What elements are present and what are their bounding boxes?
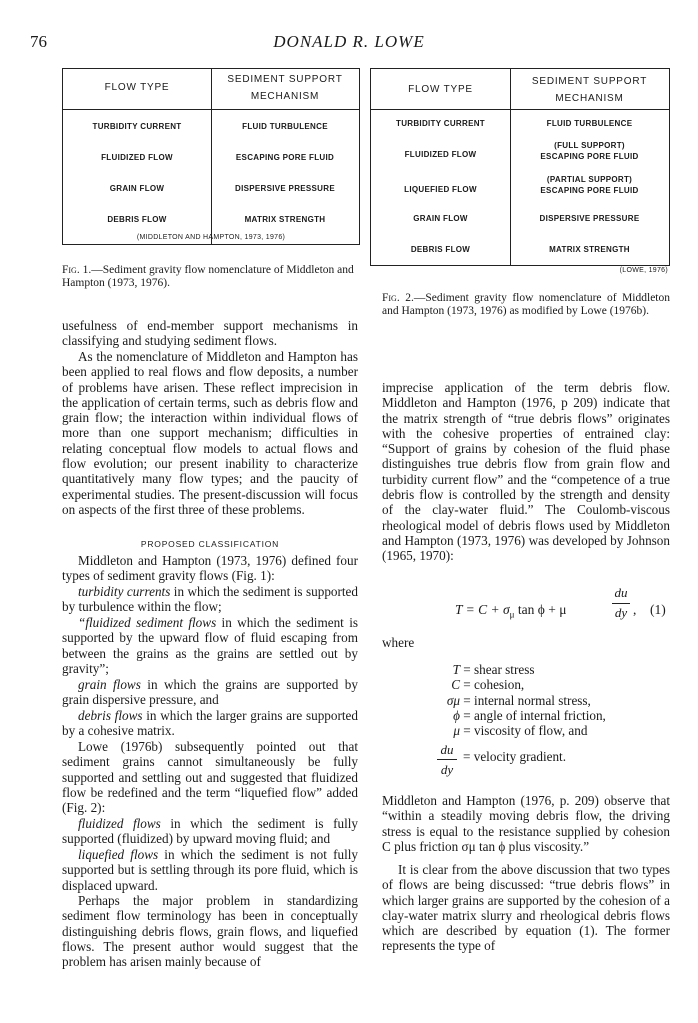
figure-1-table: FLOW TYPE SEDIMENT SUPPORT MECHANISM TURBIDITY CURRENT FLUID TURBULENCE FLUIDIZED FLOW ESCAPING PORE FLUID GRAIN FLOW DISPERSIVE PRESSURE DEBRIS FLOW MATRIX STRENGTH (MIDDLETON AND HAMPTON, 1973, 1976) <box>62 68 360 245</box>
fig1-col-flow-type: FLOW TYPE <box>104 82 170 93</box>
left-paragraph-4: Lowe (1976b) subsequently pointed out that sediment grains cannot simultaneously be fully supported and settling out and suggested that fluidized flow be redefined and the term “liquefied flow” added (Fig. 2): <box>62 739 358 816</box>
right-paragraph-3: It is clear from the above discussion that two types of flows are being discussed: “true debris flows” in which larger grains are supported by the cohesion of a clay-water matrix slurry and rheological debris flows which are described by equation (1). The former represents the type of <box>382 862 670 954</box>
figure-2-caption: Fig. 2.—Sediment gravity flow nomenclature of Middleton and Hampton (1973, 1976) as modified by Lowe (1976b). <box>382 292 670 317</box>
definition-fluidized-sediment: “fluidized sediment flows in which the sediment is supported by the upward flow of fluid escaping from between the grains as the grains are settled out by gravity”; <box>62 615 358 676</box>
definition-grain-flow: grain flows in which the grains are supported by grain dispersive pressure, and <box>62 677 358 708</box>
equation-number: (1) <box>650 602 666 617</box>
definition-liquefied-flow: liquefied flows in which the sediment is not fully supported but is settling through its pore fluid, which is displaced upward. <box>62 847 358 893</box>
page-number: 76 <box>30 32 47 51</box>
fig1-citation: (MIDDLETON AND HAMPTON, 1973, 1976) <box>136 234 286 241</box>
definition-row: T = shear stress <box>452 662 535 677</box>
definition-turbidity: turbidity currents in which the sediment is supported by turbulence within the flow; <box>62 584 359 615</box>
left-paragraph-2: As the nomenclature of Middleton and Hampton has been applied to real flows and flow deposits, a number of problems have arisen. These reflect imprecision in the application of certain terms, such as debris flow and grain flow; the interaction within individual flows of more than one support mechanism; difficulties in relating conceptual flow models to actual flows and flow evolution; our present inability to characterize quantitatively many flow types; and the paucity of experimental studies. The present-discussion will focus on aspects of the first three of these problems. <box>62 349 358 517</box>
definition-debris-flow: debris flows in which the larger grains are supported by a cohesive matrix. <box>62 708 358 739</box>
figure-2-table: FLOW TYPE SEDIMENT SUPPORT MECHANISM TURBIDITY CURRENT FLUID TURBULENCE FLUIDIZED FLOW (FULL SUPPORT) ESCAPING PORE FLUID LIQUEFIED FLOW (PARTIAL SUPPORT) ESCAPING PORE FLUID GRAIN FLOW DISPERSIVE PRESSURE DEBRIS FLOW MATRIX STRENGTH <box>370 68 670 266</box>
fig2-citation: (LOWE, 1976) <box>619 267 668 274</box>
definition-fluidized-flow: fluidized flows in which the sediment is fully supported (fluidized) by upward moving fluid; and <box>62 816 358 847</box>
definition-row: μ = viscosity of flow, and <box>453 723 588 739</box>
left-paragraph-5: Perhaps the major problem in standardizing sediment flow terminology has been in conceptually distinguishing debris flows, grain flows, and liquefied flows. The present author would suggest that the problem has arisen mainly because of <box>62 893 358 970</box>
fig2-col-support: SEDIMENT SUPPORT MECHANISM <box>531 76 648 104</box>
left-paragraph-3: Middleton and Hampton (1973, 1976) defined four types of sediment gravity flows (Fig. 1): <box>62 553 358 584</box>
fig1-col-support: SEDIMENT SUPPORT MECHANISM <box>227 74 343 102</box>
figure-1-caption: Fig. 1.—Sediment gravity flow nomenclature of Middleton and Hampton (1973, 1976). <box>62 264 354 289</box>
left-paragraph-1: usefulness of end-member support mechanisms in classifying and studying sediment flows. <box>62 318 358 349</box>
right-paragraph-1: imprecise application of the term debris flow. Middleton and Hampton (1976, p 209) indicate that the matrix strength of “true debris flows” originates with the cohesive properties of entrained clay: “Support of grains by cohesion of the fluid phase distinguishes true debris flow from grain flow and turbidity current flow” and the “competence of a true debris flow is controlled by the strength and density of the clay-water fluid.” The Coulomb-viscous rheological model of debris flows used by Middleton and Hampton (1973, 1976) was developed by Johnson (1965, 1970): <box>382 380 670 564</box>
where-label: where <box>382 635 415 650</box>
fig2-col-flow-type: FLOW TYPE <box>408 84 473 95</box>
right-paragraph-2: Middleton and Hampton (1976, p. 209) observe that “within a steadily moving debris flow, the driving stress is equal to the resistance supplied by cohesion C plus friction σμ tan ϕ plus viscosity.” <box>382 793 670 854</box>
definition-row: σμ = internal normal stress, <box>446 692 591 708</box>
variable-definitions <box>430 662 670 738</box>
section-heading: PROPOSED CLASSIFICATION <box>140 539 280 549</box>
definition-row: ϕ = angle of internal friction, <box>453 707 606 723</box>
running-head-author: DONALD R. LOWE <box>273 32 425 51</box>
definition-row: C = cohesion, <box>451 677 525 693</box>
